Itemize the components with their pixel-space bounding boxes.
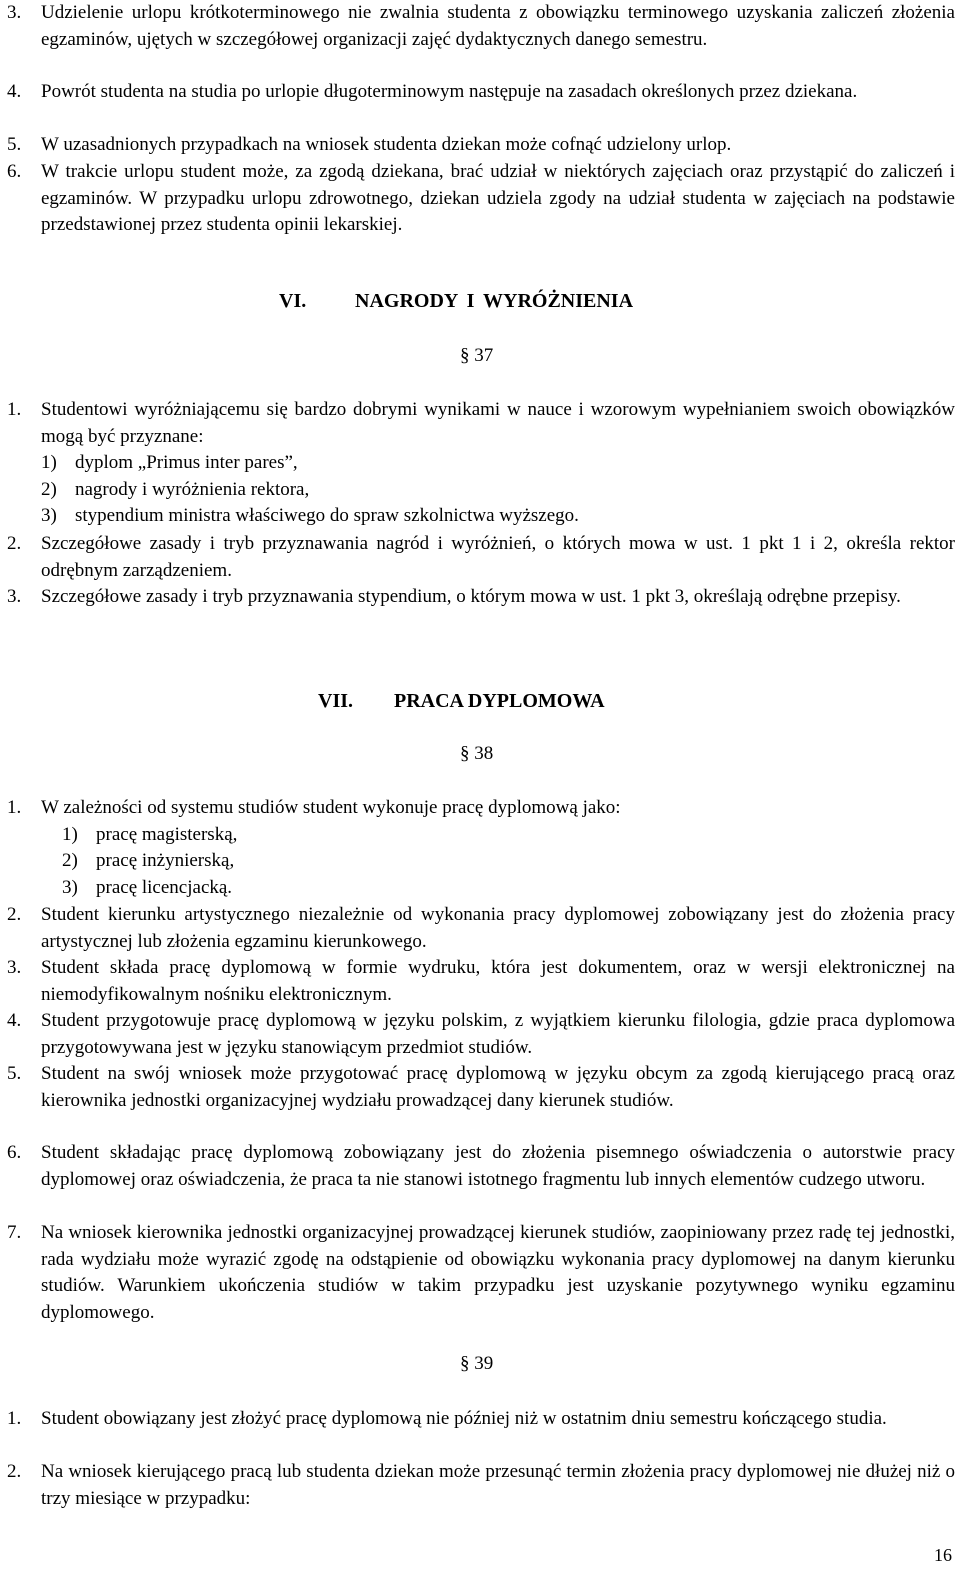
item-text: Szczegółowe zasady i tryb przyznawania nagród i wyróżnień, o których mowa w ust. 1 pkt 1 i 2, określa rektor odrębnym zarządzeniem. <box>41 533 955 581</box>
item-text: Szczegółowe zasady i tryb przyznawania stypendium, o którym mowa w ust. 1 pkt 3, określają odrębne przepisy. <box>41 586 901 607</box>
item-number: 3. <box>7 586 22 607</box>
item-number: 5. <box>7 134 22 155</box>
list-item <box>7 1459 955 1512</box>
list-item <box>7 1008 955 1061</box>
sub-item-number: 3) <box>62 876 78 898</box>
item-text: Student obowiązany jest złożyć pracę dyplomową nie później niż w ostatnim dniu semestru kończącego studia. <box>41 1408 887 1429</box>
sub-item-number: 3) <box>41 505 57 526</box>
list-item <box>7 1061 955 1114</box>
item-text: Student składa pracę dyplomową w formie wydruku, która jest dokumentem, oraz w wersji elektronicznej na niemodyfikowalnym nośniku elektronicznym. <box>41 957 955 1005</box>
section-title: NAGRODY I WYRÓŻNIENIA <box>355 290 634 312</box>
section-number: VI. <box>279 290 307 312</box>
section-number: VII. <box>318 690 354 712</box>
item-number: 1. <box>7 797 22 818</box>
item-number: 6. <box>7 1142 22 1163</box>
item-number: 5. <box>7 1063 22 1084</box>
item-number: 2. <box>7 904 22 925</box>
list-item <box>7 955 955 1008</box>
sub-list <box>41 450 955 530</box>
item-text: Student kierunku artystycznego niezależnie od wykonania pracy dyplomowej zobowiązany jest do złożenia pracy artystycznej lub złożenia egzaminu kierunkowego. <box>41 904 955 952</box>
item-text: Studentowi wyróżniającemu się bardzo dobrymi wynikami w nauce i wzorowym wypełnianiem swoich obowiązków mogą być przyznane: <box>41 399 955 447</box>
item-text: W zależności od systemu studiów student wykonuje pracę dyplomową jako: <box>41 797 621 818</box>
paragraph-mark: § 39 <box>460 1353 494 1374</box>
item-text: Udzielenie urlopu krótkoterminowego nie zwalnia studenta z obowiązku terminowego uzyskania zaliczeń złożenia egzaminów, ujętych w szczegółowej organizacji zajęć dydaktycznych danego semestru. <box>41 2 955 50</box>
list-item <box>7 79 955 106</box>
item-number: 2. <box>7 1461 22 1482</box>
sub-item-text: stypendium ministra właściwego do spraw szkolnictwa wyższego. <box>75 505 579 526</box>
list-item <box>7 531 955 584</box>
sub-item-text: pracę inżynierską, <box>96 850 235 871</box>
list-item <box>7 0 955 53</box>
sub-item <box>62 822 955 849</box>
sub-item-text: dyplom „Primus inter pares”, <box>75 452 298 473</box>
sub-item-text: pracę licencjacką. <box>96 876 233 898</box>
item-number: 6. <box>7 161 22 182</box>
sub-item <box>41 477 955 504</box>
item-number: 4. <box>7 1010 22 1031</box>
item-number: 3. <box>7 2 22 23</box>
sub-item <box>41 503 955 530</box>
page-number: 16 <box>934 1545 952 1565</box>
item-text: Na wniosek kierującego pracą lub studenta dziekan może przesunąć termin złożenia pracy dyplomowej nie dłużej niż o trzy miesiące w przypadku: <box>41 1461 955 1509</box>
list-item <box>7 584 955 611</box>
item-text: W uzasadnionych przypadkach na wniosek studenta dziekan może cofnąć udzielony urlop. <box>41 134 732 155</box>
list-item <box>7 1140 955 1193</box>
sub-item <box>62 848 955 875</box>
item-text: Powrót studenta na studia po urlopie długoterminowym następuje na zasadach określonych przez dziekana. <box>41 81 858 102</box>
sub-item-number: 1) <box>62 823 78 845</box>
list-item <box>7 1220 955 1326</box>
item-number: 3. <box>7 957 22 978</box>
section-title: PRACA DYPLOMOWA <box>394 690 605 712</box>
item-text: Student przygotowuje pracę dyplomową w języku polskim, z wyjątkiem kierunku filologia, gdzie praca dyplomowa przygotowywana jest w języku stanowiącym przedmiot studiów. <box>41 1010 955 1058</box>
list-item <box>7 159 955 239</box>
item-text: W trakcie urlopu student może, za zgodą dziekana, brać udział w niektórych zajęciach oraz przystąpić do zaliczeń i egzaminów. W przypadku urlopu zdrowotnego, dziekan udziela zgody na udział studenta w zajęciach na podstawie przedstawionej przez studenta opinii lekarskiej. <box>41 161 955 235</box>
sub-item-number: 2) <box>41 478 57 500</box>
item-number: 2. <box>7 533 22 554</box>
list-item <box>7 795 955 901</box>
list-item <box>7 397 955 530</box>
sub-item-number: 1) <box>41 452 57 473</box>
item-number: 1. <box>7 1408 22 1429</box>
item-text: Na wniosek kierownika jednostki organizacyjnej prowadzącej kierunek studiów, zaopiniowany przez radę tej jednostki, rada wydziału może wyrazić zgodę na odstąpienie od obowiązku wykonania pracy dyplomowej na danym kierunku studiów. Warunkiem ukończenia studiów w takim przypadku jest uzyskanie pozytywnego wyniku egzaminu dyplomowego. <box>41 1222 955 1323</box>
paragraph-mark: § 37 <box>460 345 494 366</box>
sub-item-text: pracę magisterską, <box>96 823 238 845</box>
item-text: Student na swój wniosek może przygotować pracę dyplomową w języku obcym za zgodą kierującego pracą oraz kierownika jednostki organizacyjnej wydziału prowadzącej dany kierunek studiów. <box>41 1063 955 1111</box>
list-item <box>7 1406 955 1433</box>
paragraph-mark: § 38 <box>460 743 494 764</box>
sub-item <box>62 875 955 902</box>
sub-item <box>41 450 955 477</box>
sub-item-number: 2) <box>62 850 78 871</box>
item-number: 4. <box>7 81 22 102</box>
item-number: 1. <box>7 399 22 420</box>
list-item <box>7 132 955 159</box>
sub-list <box>62 822 955 902</box>
list-item <box>7 902 955 955</box>
sub-item-text: nagrody i wyróżnienia rektora, <box>75 478 310 500</box>
item-number: 7. <box>7 1222 22 1243</box>
item-text: Student składając pracę dyplomową zobowiązany jest do złożenia pisemnego oświadczenia o autorstwie pracy dyplomowej oraz oświadczenia, że praca ta nie stanowi istotnego fragmentu lub innych elementów cudzego utworu. <box>41 1142 955 1190</box>
